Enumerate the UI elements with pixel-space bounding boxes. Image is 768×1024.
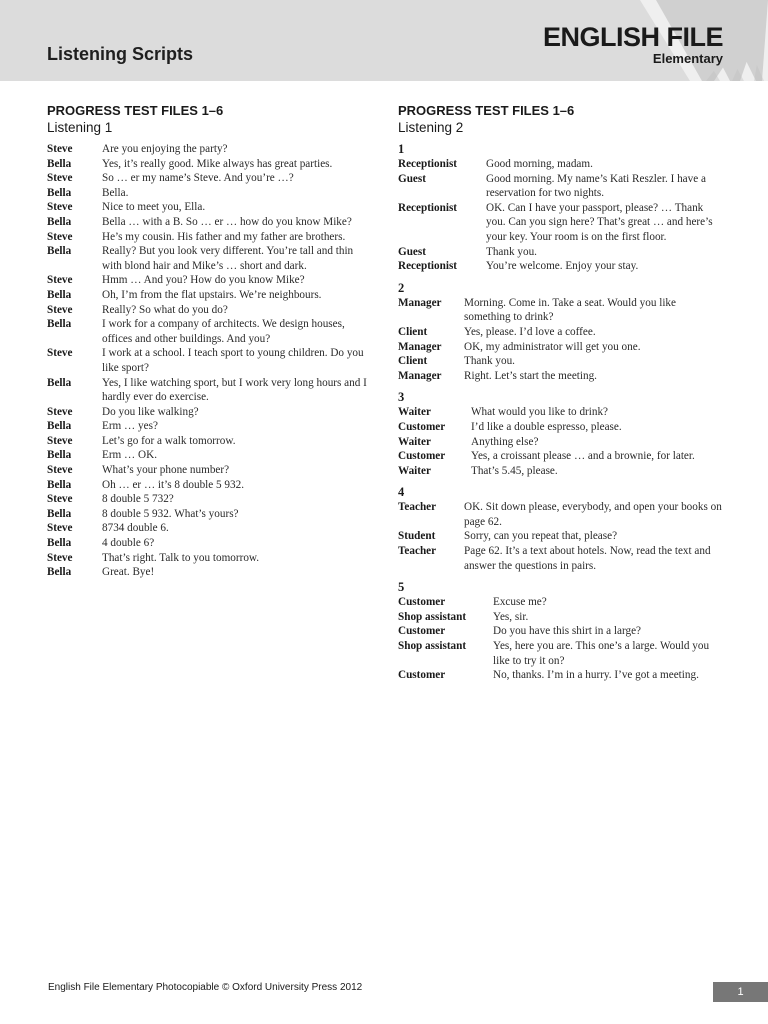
- utterance-text: Nice to meet you, Ella.: [102, 201, 206, 214]
- script-line: [398, 639, 723, 668]
- utterance-text: Yes, it’s really good. Mike always has great parties.: [102, 157, 333, 170]
- utterance-text: I work for a company of architects. We design houses, offices and other buildings. And you?: [102, 318, 345, 345]
- speaker-name: Bella: [47, 245, 72, 258]
- script-line: [47, 317, 372, 346]
- utterance-text: Good morning, madam.: [486, 158, 593, 170]
- utterance-text: Page 62. It’s a text about hotels. Now, read the text and answer the questions in pairs.: [464, 545, 711, 572]
- speaker-name: Receptionist: [398, 201, 458, 214]
- speaker-name: Bella: [47, 186, 72, 199]
- script-lines: [47, 142, 372, 580]
- speaker-name: Steve: [47, 143, 73, 155]
- utterance-text: Let’s go for a walk tomorrow.: [102, 434, 236, 447]
- listening-2-section: [398, 102, 723, 690]
- utterance-text: Yes, sir.: [493, 610, 529, 623]
- script-line: [47, 200, 372, 215]
- speaker-name: Waiter: [398, 406, 431, 419]
- brand-level: Elementary: [652, 51, 723, 66]
- utterance-text: Erm … yes?: [102, 420, 158, 433]
- script-line: [398, 668, 723, 683]
- speaker-name: Manager: [398, 369, 442, 382]
- speaker-name: Bella: [47, 318, 72, 331]
- dialogue-lines: [398, 595, 723, 683]
- script-line: [398, 595, 723, 610]
- speaker-name: Steve: [47, 230, 73, 243]
- script-line: [398, 420, 723, 435]
- utterance-text: OK, my administrator will get you one.: [464, 340, 641, 353]
- speaker-name: Steve: [47, 405, 73, 418]
- utterance-text: What’s your phone number?: [102, 464, 230, 477]
- footer: [48, 982, 362, 993]
- utterance-text: That’s right. Talk to you tomorrow.: [102, 551, 260, 564]
- speaker-name: Steve: [47, 303, 73, 316]
- speaker-name: Shop assistant: [398, 640, 467, 653]
- footer-copyright: Photocopiable © Oxford University Press 2012: [155, 982, 363, 993]
- utterance-text: I’d like a double espresso, please.: [471, 420, 622, 433]
- page-header: [0, 0, 768, 81]
- dialogue-number: 1: [398, 142, 405, 156]
- script-line: [398, 435, 723, 450]
- utterance-text: Great. Bye!: [102, 566, 155, 579]
- utterance-text: 4 double 6?: [102, 537, 155, 550]
- script-line: [398, 405, 723, 420]
- utterance-text: Oh … er … it’s 8 double 5 932.: [102, 478, 245, 491]
- script-line: [47, 478, 372, 493]
- script-line: [398, 201, 723, 245]
- utterance-text: OK. Sit down please, everybody, and open your books on page 62.: [464, 501, 722, 528]
- speaker-name: Bella: [47, 157, 72, 170]
- brand-name: ENGLISH FILE: [542, 22, 723, 52]
- utterance-text: Yes, here you are. This one’s a large. Would you like to try it on?: [493, 640, 710, 667]
- script-line: [47, 405, 372, 420]
- dialogue-block: [398, 281, 723, 384]
- utterance-text: Really? But you look very different. You’re tall and thin with blond hair and Mike’s … short and dark.: [102, 245, 354, 272]
- listening-1-section: [47, 102, 372, 580]
- speaker-name: Client: [398, 325, 428, 338]
- script-line: [398, 354, 723, 369]
- utterance-text: Yes, please. I’d love a coffee.: [464, 325, 596, 338]
- utterance-text: I work at a school. I teach sport to young children. Do you like sport?: [102, 347, 364, 374]
- script-line: [398, 172, 723, 201]
- section-title: PROGRESS TEST FILES 1–6: [47, 103, 224, 118]
- utterance-text: Right. Let’s start the meeting.: [464, 369, 597, 382]
- script-line: [47, 565, 372, 580]
- dialogue-lines: [398, 500, 723, 573]
- dialogue-number: 5: [398, 580, 405, 595]
- utterance-text: Bella … with a B. So … er … how do you know Mike?: [102, 215, 352, 228]
- utterance-text: Morning. Come in. Take a seat. Would you like something to drink?: [464, 296, 676, 324]
- speaker-name: Manager: [398, 296, 442, 309]
- utterance-text: Anything else?: [471, 435, 539, 448]
- script-line: [47, 521, 372, 536]
- speaker-name: Steve: [47, 493, 73, 506]
- utterance-text: OK. Can I have your passport, please? … Thank you. Can you sign here? That’s great … and here’s your key. Your room is on the first floor.: [486, 201, 713, 243]
- speaker-name: Manager: [398, 340, 442, 353]
- speaker-name: Bella: [47, 288, 72, 301]
- script-line: [398, 464, 723, 479]
- script-line: [398, 610, 723, 625]
- speaker-name: Customer: [398, 625, 446, 638]
- utterance-text: He’s my cousin. His father and my father are brothers.: [102, 230, 346, 243]
- utterance-text: Yes, I like watching sport, but I work very long hours and I hardly ever do exercise.: [102, 376, 367, 404]
- speaker-name: Customer: [398, 596, 446, 609]
- script-line: [398, 296, 723, 325]
- utterance-text: What would you like to drink?: [471, 406, 609, 419]
- script-line: [47, 492, 372, 507]
- speaker-name: Shop assistant: [398, 610, 467, 623]
- utterance-text: You’re welcome. Enjoy your stay.: [486, 260, 639, 273]
- utterance-text: 8 double 5 732?: [102, 493, 174, 506]
- speaker-name: Bella: [47, 537, 72, 550]
- section-subtitle: Listening 1: [47, 120, 113, 135]
- dialogue-lines: [398, 405, 723, 478]
- dialogue-number: 4: [398, 485, 405, 500]
- speaker-name: Steve: [47, 464, 73, 477]
- dialogue-list: [398, 142, 723, 683]
- script-line: [47, 434, 372, 449]
- speaker-name: Bella: [47, 507, 72, 520]
- utterance-text: Do you like walking?: [102, 405, 199, 418]
- utterance-text: Really? So what do you do?: [102, 303, 228, 316]
- utterance-text: Erm … OK.: [102, 449, 157, 462]
- speaker-name: Waiter: [398, 435, 431, 448]
- script-line: [47, 419, 372, 434]
- utterance-text: Yes, a croissant please … and a brownie, for later.: [471, 450, 695, 463]
- speaker-name: Steve: [47, 274, 73, 287]
- script-line: [47, 157, 372, 172]
- utterance-text: That’s 5.45, please.: [471, 464, 558, 477]
- script-line: [47, 463, 372, 478]
- speaker-name: Receptionist: [398, 260, 458, 273]
- speaker-name: Bella: [47, 376, 72, 389]
- speaker-name: Teacher: [398, 545, 437, 558]
- script-line: [47, 215, 372, 230]
- script-line: [398, 325, 723, 340]
- script-line: [47, 171, 372, 186]
- utterance-text: Oh, I’m from the flat upstairs. We’re neighbours.: [102, 288, 322, 301]
- script-line: [398, 500, 723, 529]
- script-line: [398, 529, 723, 544]
- script-line: [398, 449, 723, 464]
- speaker-name: Steve: [47, 347, 73, 360]
- script-line: [398, 259, 723, 274]
- utterance-text: Thank you.: [486, 245, 537, 258]
- speaker-name: Steve: [47, 522, 73, 535]
- script-line: [47, 288, 372, 303]
- page-number: 1: [713, 982, 768, 1002]
- speaker-name: Bella: [47, 215, 72, 228]
- speaker-name: Waiter: [398, 464, 431, 477]
- speaker-name: Receptionist: [398, 158, 458, 170]
- utterance-text: So … er my name’s Steve. And you’re …?: [102, 172, 294, 185]
- speaker-name: Bella: [47, 420, 72, 433]
- script-line: [47, 303, 372, 318]
- script-line: [47, 448, 372, 463]
- script-line: [47, 244, 372, 273]
- speaker-name: Bella: [47, 478, 72, 491]
- section-title: PROGRESS TEST FILES 1–6: [398, 103, 575, 118]
- dialogue-block: [398, 485, 723, 573]
- speaker-name: Steve: [47, 551, 73, 564]
- speaker-name: Guest: [398, 172, 426, 185]
- script-line: [398, 340, 723, 355]
- utterance-text: Excuse me?: [493, 596, 547, 609]
- utterance-text: Do you have this shirt in a large?: [493, 625, 641, 638]
- speaker-name: Bella: [47, 449, 72, 462]
- footer-book-title: English File Elementary: [48, 982, 154, 993]
- utterance-text: Sorry, can you repeat that, please?: [464, 530, 618, 543]
- script-line: [398, 245, 723, 260]
- script-line: [47, 551, 372, 566]
- script-line: [398, 544, 723, 573]
- section-subtitle: Listening 2: [398, 120, 464, 135]
- script-line: [47, 376, 372, 405]
- speaker-name: Steve: [47, 434, 73, 447]
- script-line: [47, 273, 372, 288]
- utterance-text: Good morning. My name’s Kati Reszler. I have a reservation for two nights.: [486, 172, 706, 200]
- speaker-name: Guest: [398, 245, 426, 258]
- page-title: Listening Scripts: [47, 44, 194, 64]
- dialogue-block: [398, 390, 723, 478]
- utterance-text: Hmm … And you? How do you know Mike?: [102, 274, 305, 287]
- speaker-name: Student: [398, 530, 436, 543]
- script-line: [47, 186, 372, 201]
- utterance-text: No, thanks. I’m in a hurry. I’ve got a meeting.: [493, 669, 699, 682]
- script-line: [47, 346, 372, 375]
- speaker-name: Customer: [398, 420, 446, 433]
- speaker-name: Customer: [398, 450, 446, 463]
- speaker-name: Customer: [398, 669, 446, 682]
- dialogue-block: [398, 142, 723, 274]
- dialogue-number: 3: [398, 390, 405, 405]
- dialogue-block: [398, 580, 723, 683]
- dialogue-lines: [398, 296, 723, 384]
- dialogue-lines: [398, 157, 723, 274]
- script-line: [47, 536, 372, 551]
- brand-logo: [543, 22, 723, 66]
- utterance-text: Thank you.: [464, 355, 515, 368]
- utterance-text: 8 double 5 932. What’s yours?: [102, 507, 239, 520]
- utterance-text: Bella.: [102, 186, 129, 199]
- script-line: [398, 369, 723, 384]
- script-line: [398, 157, 723, 172]
- script-line: [47, 230, 372, 245]
- script-line: [47, 507, 372, 522]
- speaker-name: Teacher: [398, 501, 437, 514]
- script-line: [47, 142, 372, 157]
- speaker-name: Steve: [47, 201, 73, 214]
- speaker-name: Bella: [47, 566, 72, 579]
- dialogue-number: 2: [398, 280, 405, 295]
- speaker-name: Client: [398, 355, 428, 368]
- speaker-name: Steve: [47, 172, 73, 185]
- utterance-text: Are you enjoying the party?: [102, 143, 228, 155]
- script-line: [398, 624, 723, 639]
- utterance-text: 8734 double 6.: [102, 522, 169, 535]
